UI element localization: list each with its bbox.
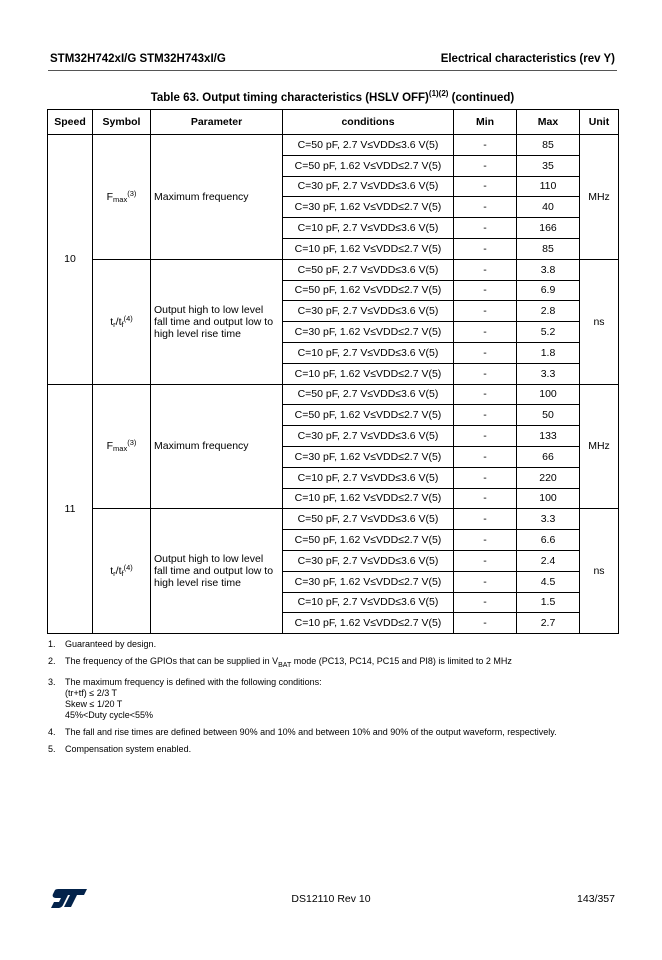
footnote-number: 5. [48,743,56,754]
footnote-text: The fall and rise times are defined between 90% and 10% and between 10% and 90% of the output waveform, respectively. [65,726,557,737]
max-cell: 3.8 [517,259,580,280]
col-header-unit: Unit [580,110,619,135]
footnote [48,656,618,671]
max-cell: 6.9 [517,280,580,301]
conditions-cell: C=50 pF, 2.7 V≤VDD≤3.6 V(5) [283,509,454,530]
table-header-row [48,110,619,135]
conditions-cell: C=30 pF, 1.62 V≤VDD≤2.7 V(5) [283,446,454,467]
conditions-cell: C=50 pF, 1.62 V≤VDD≤2.7 V(5) [283,280,454,301]
speed-cell: 10 [48,135,93,385]
conditions-cell: C=30 pF, 1.62 V≤VDD≤2.7 V(5) [283,571,454,592]
header-section-title: Electrical characteristics (rev Y) [440,53,615,65]
speed-cell: 11 [48,384,93,634]
table-row [48,135,619,156]
table-row [48,509,619,530]
footnote-text: Compensation system enabled. [65,743,192,754]
min-cell: - [454,155,517,176]
max-cell: 100 [517,384,580,405]
footnote [48,639,618,650]
footnote [48,727,618,738]
max-cell: 3.3 [517,363,580,384]
table-row [48,259,619,280]
table-row [48,384,619,405]
unit-cell: ns [580,259,619,384]
unit-cell: MHz [580,135,619,260]
footer-page-number: 143/357 [577,893,615,905]
min-cell: - [454,259,517,280]
min-cell: - [454,426,517,447]
col-header-conditions: conditions [283,110,454,135]
min-cell: - [454,446,517,467]
conditions-cell: C=30 pF, 2.7 V≤VDD≤3.6 V(5) [283,426,454,447]
footnote [48,677,618,721]
min-cell: - [454,488,517,509]
max-cell: 220 [517,467,580,488]
footnote-number: 2. [48,656,56,666]
max-cell: 5.2 [517,322,580,343]
max-cell: 2.8 [517,301,580,322]
conditions-cell: C=10 pF, 2.7 V≤VDD≤3.6 V(5) [283,592,454,613]
max-cell: 110 [517,176,580,197]
footnote [48,744,618,755]
max-cell: 4.5 [517,571,580,592]
min-cell: - [454,592,517,613]
min-cell: - [454,384,517,405]
col-header-min: Min [454,110,517,135]
min-cell: - [454,405,517,426]
conditions-cell: C=30 pF, 2.7 V≤VDD≤3.6 V(5) [283,550,454,571]
col-header-parameter: Parameter [151,110,283,135]
max-cell: 6.6 [517,530,580,551]
footnote-number: 1. [48,639,56,649]
col-header-symbol: Symbol [93,110,151,135]
footnote-text: Guaranteed by design. [65,639,157,649]
parameter-cell: Output high to low level fall time and output low to high level rise time [151,259,283,384]
min-cell: - [454,509,517,530]
unit-cell: MHz [580,384,619,509]
min-cell: - [454,135,517,156]
parameter-cell: Maximum frequency [151,135,283,260]
conditions-cell: C=10 pF, 1.62 V≤VDD≤2.7 V(5) [283,363,454,384]
conditions-cell: C=30 pF, 2.7 V≤VDD≤3.6 V(5) [283,301,454,322]
col-header-max: Max [517,110,580,135]
min-cell: - [454,218,517,239]
min-cell: - [454,322,517,343]
conditions-cell: C=10 pF, 1.62 V≤VDD≤2.7 V(5) [283,238,454,259]
parameter-cell: Maximum frequency [151,384,283,509]
conditions-cell: C=50 pF, 1.62 V≤VDD≤2.7 V(5) [283,530,454,551]
max-cell: 133 [517,426,580,447]
conditions-cell: C=10 pF, 2.7 V≤VDD≤3.6 V(5) [283,218,454,239]
max-cell: 1.8 [517,342,580,363]
conditions-cell: C=30 pF, 2.7 V≤VDD≤3.6 V(5) [283,176,454,197]
min-cell: - [454,238,517,259]
conditions-cell: C=10 pF, 1.62 V≤VDD≤2.7 V(5) [283,488,454,509]
col-header-speed: Speed [48,110,93,135]
footnote-condition: Skew ≤ 1/20 T [65,698,123,709]
max-cell: 50 [517,405,580,426]
min-cell: - [454,342,517,363]
footnote-number: 4. [48,726,56,737]
conditions-cell: C=10 pF, 2.7 V≤VDD≤3.6 V(5) [283,467,454,488]
max-cell: 40 [517,197,580,218]
min-cell: - [454,467,517,488]
unit-cell: ns [580,509,619,634]
header-divider [48,70,617,71]
footnote-text: The frequency of the GPIOs that can be supplied in $V_{BAT}$ mode (PC13, PC14, PC15 and PI8) is limited to 2 MHz [65,656,512,669]
footnote-text: The maximum frequency is defined with the following conditions: (tr+tf) ≤ 2/3 T Skew ≤ 1/20 T 45%<Duty cycle<55% [65,677,618,721]
footnote-condition: (tr+tf) ≤ 2/3 T [65,687,118,698]
table-title: Table 63. Output timing characteristics (HSLV OFF)$^{(1)(2)}$ (continued) [150,89,515,104]
conditions-cell: C=50 pF, 2.7 V≤VDD≤3.6 V(5) [283,135,454,156]
max-cell: 85 [517,135,580,156]
min-cell: - [454,176,517,197]
max-cell: 85 [517,238,580,259]
conditions-cell: C=50 pF, 1.62 V≤VDD≤2.7 V(5) [283,155,454,176]
parameter-cell: Output high to low level fall time and output low to high level rise time [151,509,283,634]
conditions-cell: C=50 pF, 2.7 V≤VDD≤3.6 V(5) [283,384,454,405]
conditions-cell: C=10 pF, 2.7 V≤VDD≤3.6 V(5) [283,342,454,363]
conditions-cell: C=10 pF, 1.62 V≤VDD≤2.7 V(5) [283,613,454,634]
output-timing-table [47,109,619,634]
footnote-number: 3. [48,676,56,687]
min-cell: - [454,280,517,301]
header-part-numbers: STM32H742xI/G STM32H743xI/G [50,53,226,65]
min-cell: - [454,530,517,551]
conditions-cell: C=50 pF, 2.7 V≤VDD≤3.6 V(5) [283,259,454,280]
min-cell: - [454,550,517,571]
min-cell: - [454,363,517,384]
symbol-cell: $t_r/t_f^{(4)}$ [93,509,151,634]
symbol-cell: $t_r/t_f^{(4)}$ [93,259,151,384]
symbol-cell: $F_{max}^{(3)}$ [93,135,151,260]
min-cell: - [454,197,517,218]
min-cell: - [454,301,517,322]
table-body [48,135,619,634]
min-cell: - [454,571,517,592]
max-cell: 2.7 [517,613,580,634]
max-cell: 100 [517,488,580,509]
conditions-cell: C=30 pF, 1.62 V≤VDD≤2.7 V(5) [283,322,454,343]
max-cell: 66 [517,446,580,467]
max-cell: 166 [517,218,580,239]
symbol-cell: $F_{max}^{(3)}$ [93,384,151,509]
min-cell: - [454,613,517,634]
max-cell: 3.3 [517,509,580,530]
table-notes [48,639,618,761]
conditions-cell: C=30 pF, 1.62 V≤VDD≤2.7 V(5) [283,197,454,218]
conditions-cell: C=50 pF, 1.62 V≤VDD≤2.7 V(5) [283,405,454,426]
footer-doc-id: DS12110 Rev 10 [291,893,371,905]
max-cell: 1.5 [517,592,580,613]
max-cell: 2.4 [517,550,580,571]
max-cell: 35 [517,155,580,176]
footnote-condition: 45%<Duty cycle<55% [65,709,154,720]
